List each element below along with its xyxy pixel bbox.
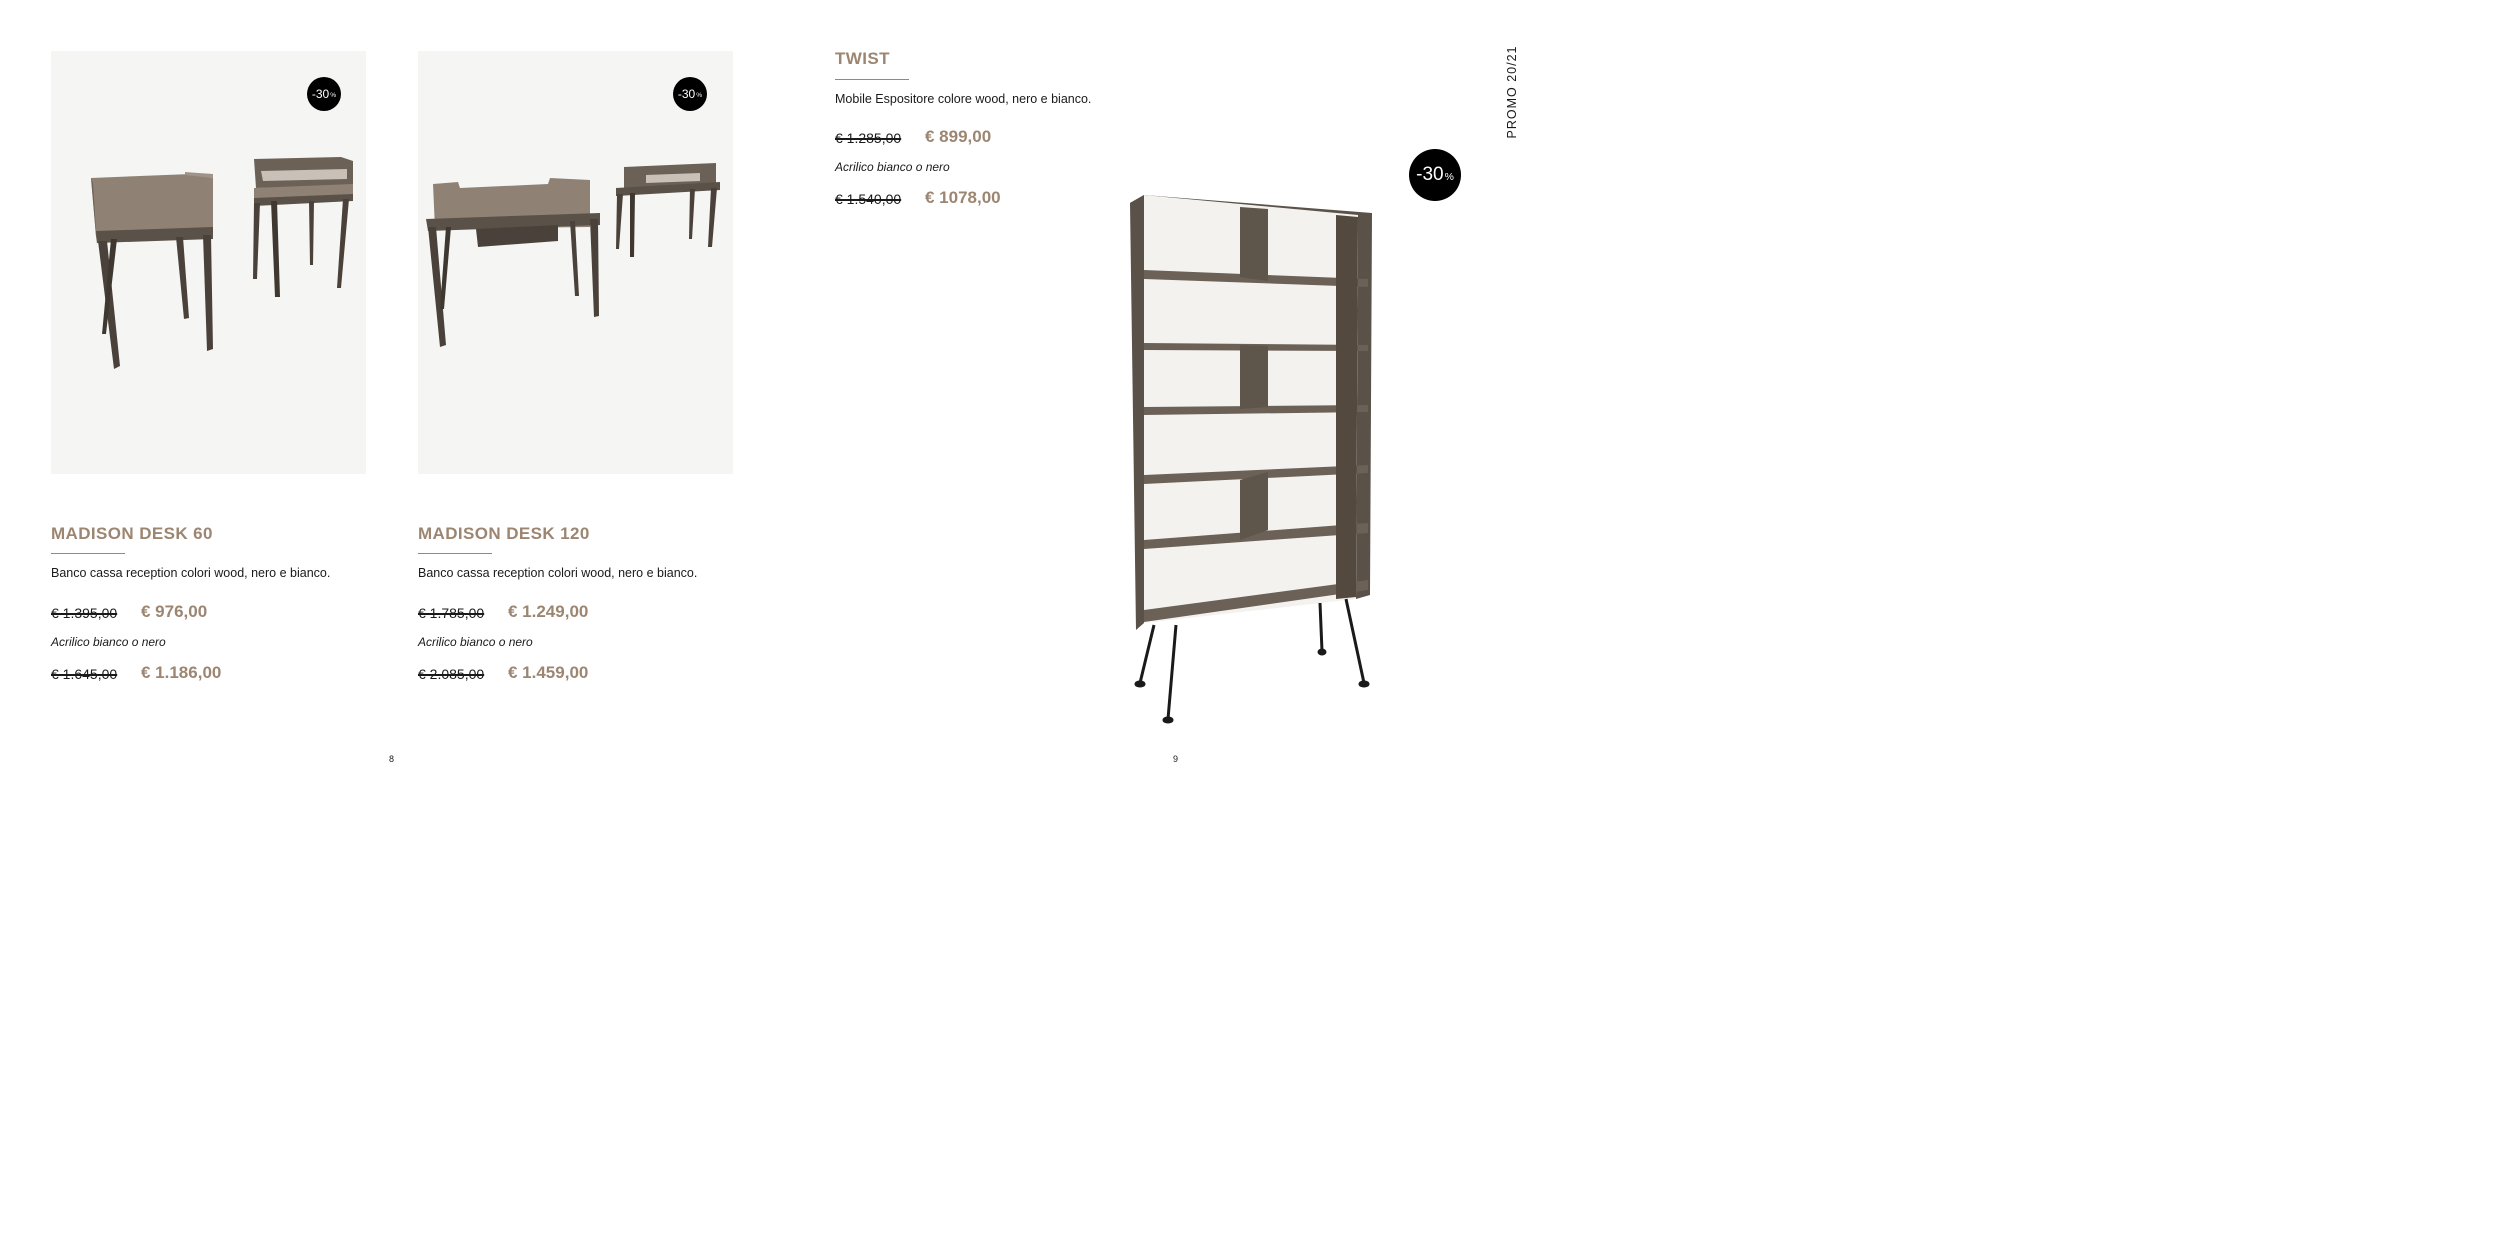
shelf-frame-drawing [1130, 195, 1372, 630]
desk-small-drawing [616, 163, 720, 257]
title-underline [835, 79, 909, 80]
desk-large-drawing [426, 178, 600, 347]
discounted-price: € 1.249,00 [508, 602, 589, 621]
title-underline [51, 553, 125, 554]
desk-large-drawing [91, 172, 213, 369]
twist-bookshelf-illustration [1120, 185, 1390, 730]
discount-badge: -30 % [673, 77, 707, 111]
original-price: € 1.395,00 [51, 605, 118, 621]
discount-badge: -30 % [1409, 149, 1461, 201]
madison-desk-60-illustration [51, 51, 366, 474]
original-price: € 1.785,00 [418, 605, 485, 621]
discount-badge: -30 % [307, 77, 341, 111]
product-title: MADISON DESK 60 [51, 524, 213, 543]
product-description: Mobile Espositore colore wood, nero e bianco. [835, 92, 1092, 106]
variant-note: Acrilico bianco o nero [418, 635, 533, 649]
page-number-left: 8 [389, 754, 395, 764]
variant-note: Acrilico bianco o nero [835, 160, 950, 174]
product-description: Banco cassa reception colori wood, nero e bianco. [418, 566, 698, 580]
product-description: Banco cassa reception colori wood, nero e bianco. [51, 566, 331, 580]
product-image-madison-desk-60 [51, 51, 366, 474]
variant-original-price: € 1.645,00 [51, 666, 118, 682]
discounted-price: € 899,00 [925, 127, 992, 146]
product-title: MADISON DESK 120 [418, 524, 590, 543]
madison-desk-120-illustration [418, 51, 733, 474]
variant-note: Acrilico bianco o nero [51, 635, 166, 649]
promo-label: PROMO 20/21 [1505, 45, 1519, 139]
desk-small-drawing [253, 157, 353, 297]
variant-discounted-price: € 1.186,00 [141, 663, 222, 682]
variant-original-price: € 2.085,00 [418, 666, 485, 682]
page-number-right: 9 [1173, 754, 1179, 764]
variant-discounted-price: € 1078,00 [925, 188, 1001, 207]
variant-original-price: € 1.540,00 [835, 191, 902, 207]
original-price: € 1.285,00 [835, 130, 902, 146]
discounted-price: € 976,00 [141, 602, 208, 621]
variant-discounted-price: € 1.459,00 [508, 663, 589, 682]
product-image-madison-desk-120 [418, 51, 733, 474]
title-underline [418, 553, 492, 554]
product-title: TWIST [835, 49, 890, 68]
